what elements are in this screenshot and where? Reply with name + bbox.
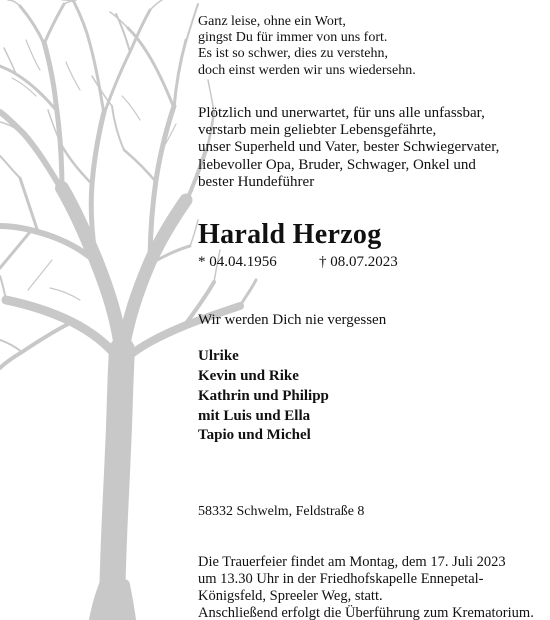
mourner-name: Kathrin und Philipp — [198, 387, 329, 404]
poem-line: Ganz leise, ohne ein Wort, — [198, 14, 346, 29]
notice-content — [198, 14, 543, 620]
deceased-name: Harald Herzog — [198, 219, 382, 251]
service-line: um 13.30 Uhr in der Friedhofskapelle Ennepetal- — [198, 571, 484, 588]
announcement-line: bester Hundeführer — [198, 174, 315, 190]
mourner-name: mit Luis und Ella — [198, 407, 311, 424]
mourner-name: Kevin und Rike — [198, 368, 299, 385]
announcement-line: verstarb mein geliebter Lebensgefährte, — [198, 122, 437, 139]
life-dates — [198, 253, 543, 271]
death-announcement — [198, 105, 543, 191]
service-line: Die Trauerfeier findet am Montag, dem 17. Juli 2023 — [198, 554, 506, 571]
memorial-poem — [198, 14, 543, 79]
death-date: † 08.07.2023 — [319, 254, 398, 271]
poem-line: gingst Du für immer von uns fort. — [198, 30, 388, 46]
poem-line: Es ist so schwer, dies zu verstehn, — [198, 46, 388, 62]
mourners-list — [198, 347, 543, 446]
mourner-address: 58332 Schwelm, Feldstraße 8 — [198, 504, 365, 520]
service-line: Königsfeld, Spreeler Weg, statt. — [198, 587, 383, 604]
mourner-name: Ulrike — [198, 348, 239, 365]
poem-line: doch einst werden wir uns wiedersehn. — [198, 62, 416, 78]
funeral-service-info — [198, 554, 543, 620]
mourner-name: Tapio und Michel — [198, 427, 311, 444]
birth-date: * 04.04.1956 — [198, 254, 277, 271]
announcement-line: Plötzlich und unerwartet, für uns alle unfassbar, — [198, 104, 485, 121]
announcement-line: liebevoller Opa, Bruder, Schwager, Onkel und — [198, 156, 476, 173]
announcement-line: unser Superheld und Vater, bester Schwiegervater, — [198, 139, 500, 156]
service-line: Anschließend erfolgt die Überführung zum Krematorium. — [198, 604, 534, 620]
remembrance-line: Wir werden Dich nie vergessen — [198, 312, 387, 329]
